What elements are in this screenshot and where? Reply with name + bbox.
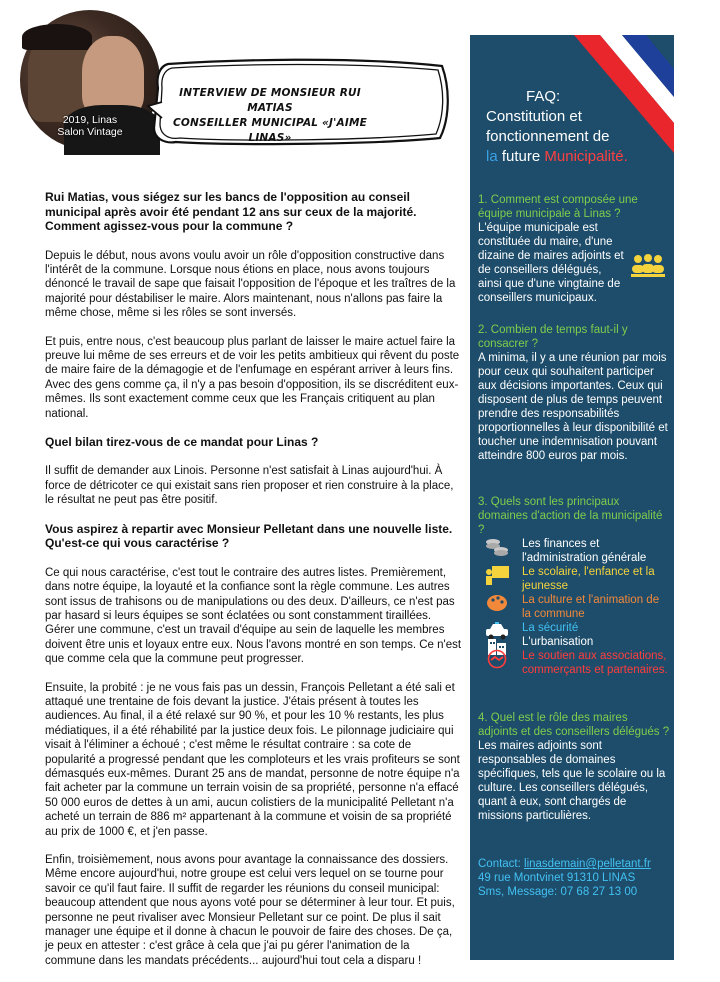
faq-question-4: 4. Quel est le rôle des maires adjoints et des conseillers délégués ? xyxy=(478,712,670,738)
faq-sidebar xyxy=(470,35,674,960)
faq-question-2: 2. Combien de temps faut-il y consacrer ? xyxy=(478,324,628,350)
teacher-icon xyxy=(484,565,510,585)
faq-item-2 xyxy=(478,323,670,463)
faq-item-4 xyxy=(478,711,670,823)
domain-label-scolaire: Le scolaire, l'enfance et la jeunesse xyxy=(522,566,655,592)
faq-heading-future: future xyxy=(501,148,541,165)
domain-scolaire xyxy=(478,565,670,593)
domain-finances xyxy=(478,537,670,565)
answer-1-paragraph-2: Et puis, entre nous, c'est beaucoup plus parlant de laisser le maire actuel faire la preuve lui même de ses erreurs et de voir les petits ambitieux qui rêvent du poste de maire faire de la démagogie et de l'enfumage en espérant arriver à leurs fins. Avec des gens comme ça, il n'y a pas besoin d'opposition, ils se discréditent eux-mêmes. Ils sont exactement comme ceux que les Français critiquent au plan national. xyxy=(45,335,460,420)
question-1: Rui Matias, vous siégez sur les bancs de l'opposition au conseil municipal après avoir été pendant 12 ans sur ceux de la majorité. Comment agissez-vous pour la commune ? xyxy=(45,190,417,233)
answer-2: Il suffit de demander aux Linois. Personne n'est satisfait à Linas aujourd'hui. À force de détricoter ce qui existait sans rien proposer et rien construire à la place, le résultat ne peut pas être positif. xyxy=(45,465,454,507)
domain-securite xyxy=(478,621,670,635)
faq-answer-2: A minima, il y a une réunion par mois pour ceux qui souhaitent participer aux décisions importantes. Ceux qui disposent de plus de temps peuvent prendre des responsabilités proportionnelles à leur disponibilité et toucher une indemnisation pouvant atteindre 800 euros par mois. xyxy=(478,352,668,462)
answer-3-paragraph-1: Ce qui nous caractérise, c'est tout le contraire des autres listes. Premièrement, dans notre équipe, la loyauté et la confiance sont la règle commune. Les autres sont issus de trahisons ou de manipulations ou des deux. D'ailleurs, ce n'est pas par hasard si leurs équipes se sont éclatées ou sont constamment tiraillées. Gérer une commune, c'est un travail d'équipe au sein de laquelle les membres doivent être unis et loyaux entre eux. Nous l'avons montré en son temps. Ce n'est que comme cela que la commune peut progresser. xyxy=(45,566,462,666)
answer-1-paragraph-1: Depuis le début, nous avons voulu avoir un rôle d'opposition constructive dans l'intérêt de la commune. Lorsque nous étions en place, nous avons toujours dénoncé le travail de sape que faisait l'opposition de l'époque et les traîtres de la majorité pour déstabiliser le maire. Alors maintenant, nous n'allons pas faire la même chose, même si les rôles se sont inversés. xyxy=(45,249,456,320)
contact-block xyxy=(478,857,674,899)
photo-caption xyxy=(20,114,160,138)
photo-pirate-hat xyxy=(22,24,92,50)
faq-heading-la: la xyxy=(486,148,498,165)
contact-email-link[interactable]: linasdemain@pelletant.fr xyxy=(524,858,651,870)
contact-line xyxy=(478,857,674,871)
title-line-1: INTERVIEW DE MONSIEUR RUI MATIAS xyxy=(179,87,361,114)
photo-caption-event: Salon Vintage xyxy=(57,126,123,138)
coins-icon xyxy=(484,537,510,557)
photo-person-rui-matias xyxy=(82,36,144,116)
interview-article xyxy=(45,190,463,982)
faq-heading-line-4 xyxy=(486,147,666,167)
interview-title xyxy=(160,86,380,146)
handshake-icon xyxy=(484,649,510,669)
faq-heading-line-2: Constitution et xyxy=(486,108,582,125)
domain-label-soutien: Le soutien aux associations, commerçants et partenaires. xyxy=(522,650,668,676)
title-speech-bubble xyxy=(150,58,452,150)
domain-label-culture: La culture et l'animation de la commune xyxy=(522,594,660,620)
faq-heading-line-3: fonctionnement de xyxy=(486,128,610,145)
title-line-2: CONSEILLER MUNICIPAL «J'AIME LINAS» xyxy=(172,117,368,144)
faq-answer-4: Les maires adjoints sont responsables de domaines spécifiques, tels que le scolaire ou la culture. Les conseillers délégués, quant à eux, sont chargés de missions particulières. xyxy=(478,740,666,822)
domain-label-securite: La sécurité xyxy=(522,622,579,634)
faq-answer-1: L'équipe municipale est constituée du maire, d'une dizaine de maires adjoints et de conseillers délégués, ainsi que d'une vingtaine de conseillers municipaux. xyxy=(478,222,624,304)
domain-soutien xyxy=(478,649,670,677)
question-3: Vous aspirez à repartir avec Monsieur Pelletant dans une nouvelle liste. Qu'est-ce qui vous caractérise ? xyxy=(45,521,453,551)
contact-phone: Sms, Message: 07 68 27 13 00 xyxy=(478,886,638,898)
answer-3-paragraph-2: Ensuite, la probité : je ne vous fais pas un dessin, François Pelletant a été sali et attaqué une trentaine de fois devant la justice. J'étais présent à toutes les audiences. Au final, il a été relaxé sur 90 %, et pour les 10 % restants, les plus médiatiques, il a été réhabilité par la justice deux fois. Le pilonnage judiciaire qui visait à l'éliminer a échoué ; c'est même le résultat contraire : sa cote de popularité a progressé pendant que les comploteurs et les vrais profiteurs se sont démasqués eux-mêmes. Durant 25 ans de mandat, personne de notre équipe n'a fait acheter par la commune un terrain voisin de sa propriété, personne n'a effacé 50 000 euros de dettes à un ami, aucun colistiers de la municipalité Pelletant n'a acheté un terrain de 886 m² appartenant à la commune et voisin de sa propriété au prix de 1000 €, et j'en passe. xyxy=(45,681,460,838)
faq-label: FAQ: xyxy=(526,88,561,105)
photo-caption-year: 2019, Linas xyxy=(62,114,118,126)
question-2: Quel bilan tirez-vous de ce mandat pour Linas ? xyxy=(45,434,319,449)
contact-label: Contact: xyxy=(478,858,521,870)
answer-3-paragraph-3: Enfin, troisièmement, nous avons pour avantage la connaissance des dossiers. Même encore aujourd'hui, notre groupe est celui vers lequel on se tourne pour savoir ce qu'il faut faire. Il suffit de regarder les réunions du conseil municipal: beaucoup attendent que nous ayons voté pour se déterminer à leur tour. Et puis, personne ne peut rivaliser avec Monsieur Pelletant sur ce point. De plus il sait manager une équipe et il donne à chacun le pouvoir de faire des choses. De ça, je peux en attester : c'est grâce à cela que j'ai pu gérer l'animation de la commune dans les mandats précédents... aujourd'hui tout cela a disparu ! xyxy=(45,854,455,967)
contact-address: 49 rue Montvinet 91310 LINAS xyxy=(478,872,636,884)
domain-urbanisation xyxy=(478,635,670,649)
faq-heading xyxy=(486,87,666,167)
domain-label-urbanisation: L'urbanisation xyxy=(522,636,594,648)
domain-label-finances: Les finances et l'administration générale xyxy=(522,538,647,564)
interview-photo xyxy=(20,10,160,150)
palette-icon xyxy=(484,593,510,613)
faq-question-3: 3. Quels sont les principaux domaines d'action de la municipalité ? xyxy=(478,496,663,536)
domain-culture xyxy=(478,593,670,621)
faq-heading-municipalite: Municipalité. xyxy=(544,148,628,165)
faq-item-3 xyxy=(478,495,670,677)
faq-item-1 xyxy=(478,193,670,305)
faq-question-1: 1. Comment est composée une équipe municipale à Linas ? xyxy=(478,194,638,220)
team-people-icon xyxy=(630,253,666,279)
